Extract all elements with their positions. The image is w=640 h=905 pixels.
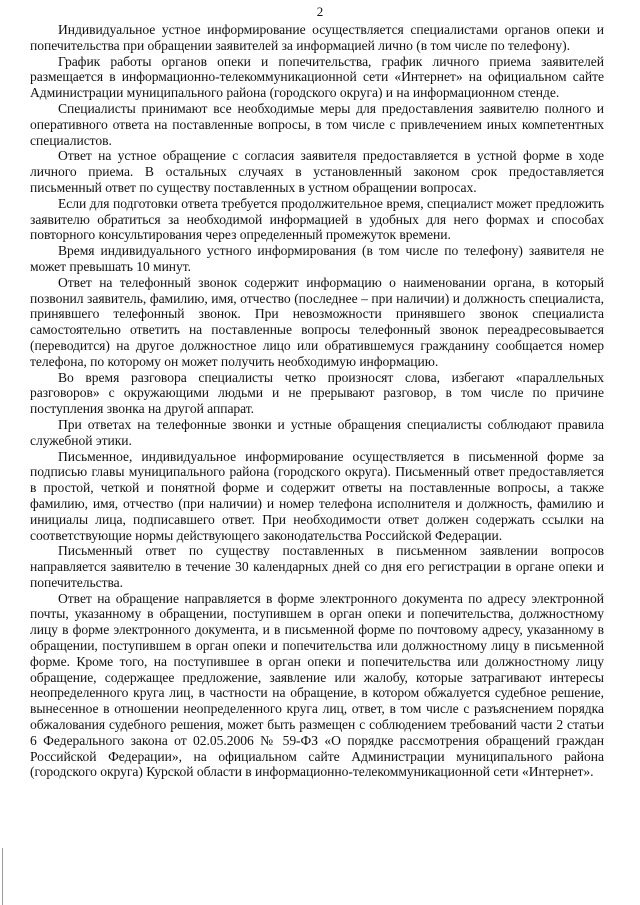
paragraph-phone-answer: Ответ на телефонный звонок содержит информацию о наименовании органа, в который позвонил заявитель, фамилию, имя, отчество (последнее – при наличии) и должность специалиста, принявшего телефонный звонок. При невозможности принявшего звонок специалиста самостоятельно ответить на поставленные вопросы телефонный звонок переадресовывается (переводится) на другое должностное лицо или обратившемуся гражданину сообщается номер телефона, по которому он может получить необходимую информацию. — [30, 274, 604, 369]
paragraph-service-ethics: При ответах на телефонные звонки и устные обращения специалисты соблюдают правила служебной этики. — [30, 416, 604, 448]
paragraph-oral-answer: Ответ на устное обращение с согласия заявителя предоставляется в устной форме в ходе личного приема. В остальных случаях в установленный законом срок предоставляется письменный ответ по существу поставленных в устном обращении вопросах. — [30, 148, 604, 195]
document-body — [30, 22, 604, 780]
page-number: 2 — [316, 4, 324, 19]
paragraph-written-informing: Письменное, индивидуальное информирование осуществляется в письменной форме за подписью главы муниципального района (городского округа). Письменный ответ предоставляется в простой, четкой и понятной форме и содержит ответы на поставленные вопросы, а также фамилию, имя, отчество (при наличии) и номер телефона исполнителя и должность, фамилию и инициалы лица, подписавшего ответ. При необходимости ответ должен содержать ссылки на соответствующие нормы действующего законодательства Российской Федерации. — [30, 448, 604, 543]
paragraph-informing-duration: Время индивидуального устного информирования (в том числе по телефону) заявителя не может превышать 10 минут. — [30, 243, 604, 274]
paragraph-oral-informing: Индивидуальное устное информирование осуществляется специалистами органов опеки и попечительства при обращении заявителей за информацией лично (в том числе по телефону). — [30, 22, 604, 53]
scan-margin-line — [2, 848, 3, 905]
paragraph-preparation-time: Если для подготовки ответа требуется продолжительное время, специалист может предложить заявителю обратиться за необходимой информацией в удобных для него формах и способах повторного консультирования через определенный промежуток времени. — [30, 195, 604, 243]
paragraph-work-schedule: График работы органов опеки и попечительства, график личного приема заявителей размещается в информационно-телекоммуникационной сети «Интернет» на официальном сайте Администрации муниципального района (городского округа) и на информационном стенде. — [30, 53, 604, 101]
paragraph-electronic-answer: Ответ на обращение направляется в форме электронного документа по адресу электронной почты, указанному в обращении, поступившем в орган опеки и попечительства, должностному лицу в форме электронного документа, и в письменной форме по почтовому адресу, указанному в обращении, поступившем в орган опеки и попечительства или должностному лицу в письменной форме. Кроме того, на поступившее в орган опеки и попечительства или должностному лицу обращение, содержащее предложение, заявление или жалобу, которые затрагивают интересы неопределенного круга лиц, в частности на обращение, в котором обжалуется судебное решение, вынесенное в отношении неопределенного круга лиц, ответ, в том числе с разъяснением порядка обжалования судебного решения, может быть размещен с соблюдением требований части 2 статьи 6 Федерального закона от 02.05.2006 № 59-ФЗ «О порядке рассмотрения обращений граждан Российской Федерации», на официальном сайте Администрации муниципального района (городского округа) Курской области в информационно-телекоммуникационной сети «Интернет». — [30, 590, 604, 780]
paragraph-specialists-measures: Специалисты принимают все необходимые меры для предоставления заявителю полного и оперативного ответа на поставленные вопросы, в том числе с привлечением иных компетентных специалистов. — [30, 100, 604, 148]
paragraph-conversation-rules: Во время разговора специалисты четко произносят слова, избегают «параллельных разговоров» с окружающими людьми и не прерывают разговор, в том числе по причине поступления звонка на другой аппарат. — [30, 369, 604, 417]
paragraph-written-answer-term: Письменный ответ по существу поставленных в письменном заявлении вопросов направляется заявителю в течение 30 календарных дней со дня его регистрации в органе опеки и попечительства. — [30, 543, 604, 590]
